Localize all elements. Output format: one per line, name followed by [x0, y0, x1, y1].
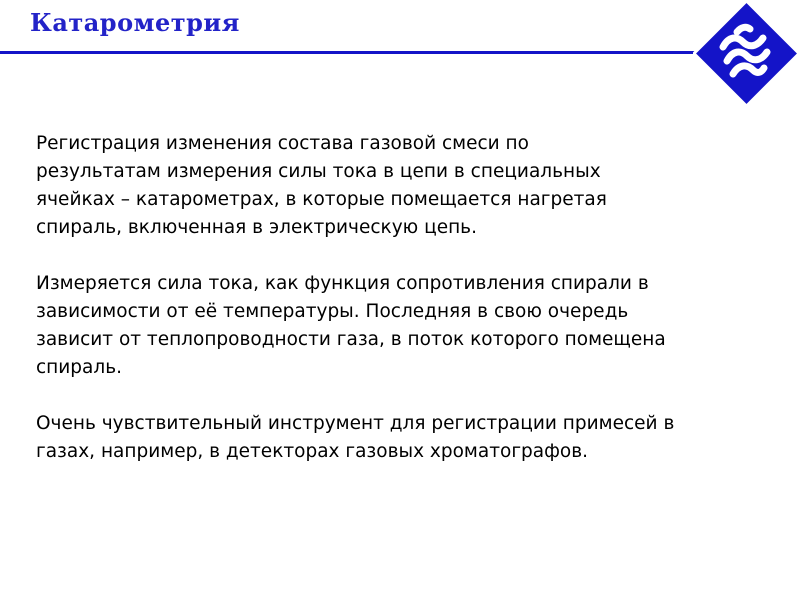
paragraph-measurement: Измеряется сила тока, как функция сопротивления спирали в зависимости от её температуры. Последняя в свою очередь зависит от теплопроводности газа, в поток которого помещена спираль. — [36, 273, 666, 378]
diamond-logo-icon — [693, 0, 800, 107]
title-divider — [0, 51, 700, 54]
paragraph-definition: Регистрация изменения состава газовой смеси по результатам измерения силы тока в цепи в специальных ячейках – катарометрах, в которые помещается нагретая спираль, включенная в электрическую цепь. — [36, 133, 607, 238]
slide-title: Катарометрия — [30, 8, 240, 37]
slide-body — [36, 130, 786, 494]
paragraph-application: Очень чувствительный инструмент для регистрации примесей в газах, например, в детекторах газовых хроматографов. — [36, 413, 675, 462]
